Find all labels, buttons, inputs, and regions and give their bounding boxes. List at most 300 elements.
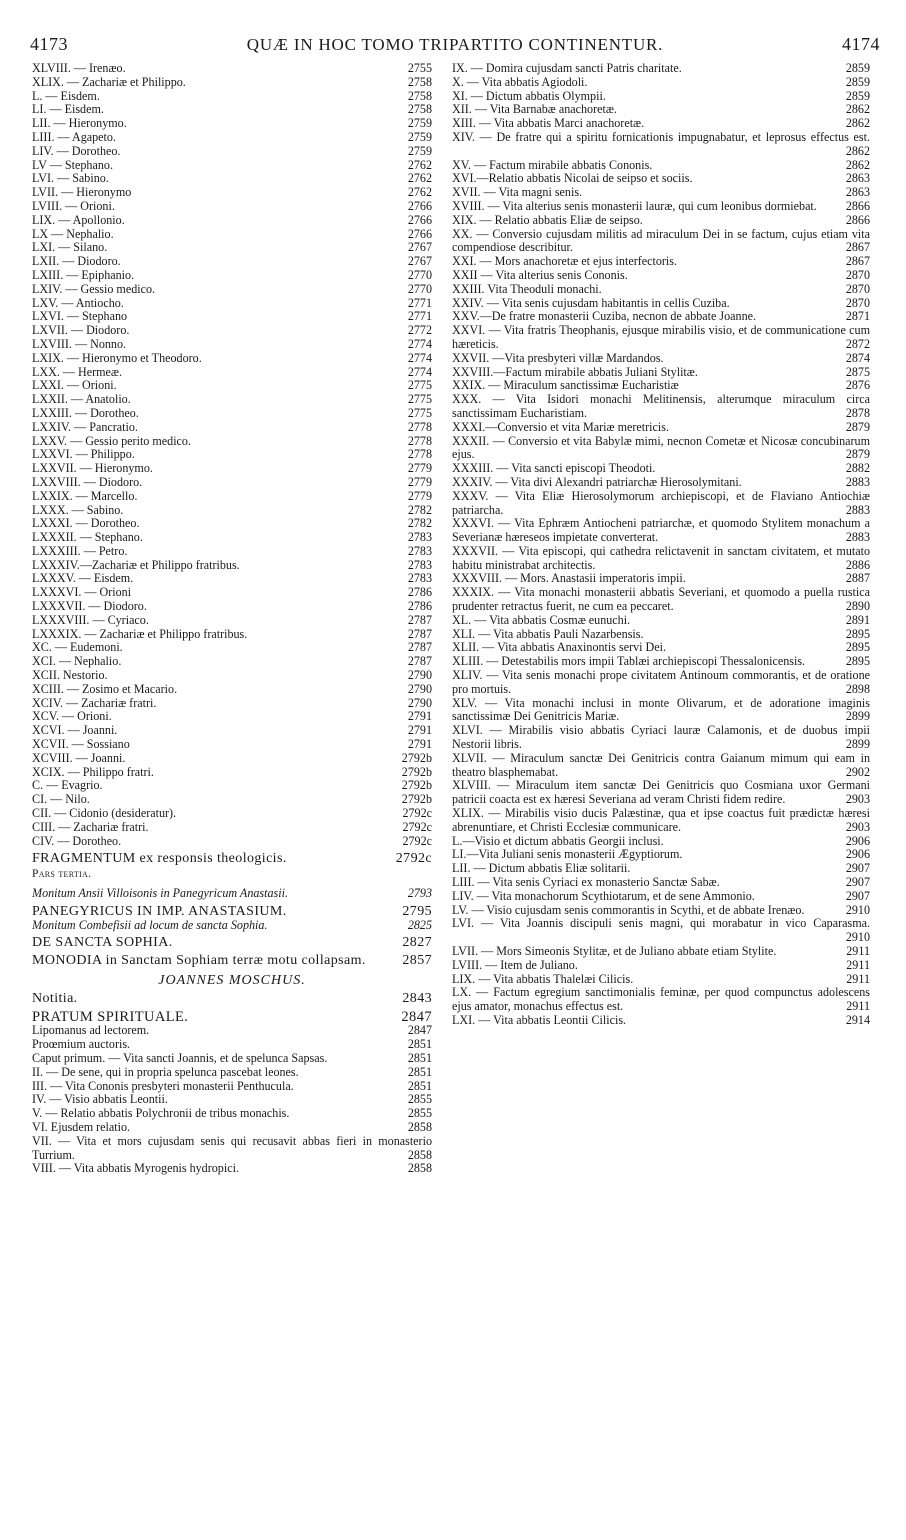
toc-entry-title: Lipomanus ad lectorem. <box>32 1024 150 1038</box>
toc-entry <box>452 255 870 269</box>
toc-entry <box>32 186 432 200</box>
toc-entry-column-number: 2911 <box>846 999 870 1014</box>
toc-entry <box>32 62 432 76</box>
toc-entry <box>32 641 432 655</box>
toc-entry <box>452 131 870 159</box>
toc-entry-column-number: 2870 <box>845 295 870 310</box>
toc-entry-column-number: 2906 <box>845 834 870 848</box>
toc-entry <box>452 159 870 173</box>
toc-entry-column-number: 2783 <box>407 558 432 572</box>
toc-entry <box>452 393 870 421</box>
section-title: JOANNES MOSCHUS. <box>158 973 306 988</box>
toc-entry-column-number: 2862 <box>845 158 870 172</box>
toc-entry <box>32 887 432 901</box>
toc-entry-title: XXXIII. — Vita sancti episcopi Theodoti. <box>452 462 656 476</box>
toc-entry-column-number: 2771 <box>407 310 432 324</box>
toc-entry-column-number: 2786 <box>407 600 432 614</box>
toc-entry-column-number: 2859 <box>845 89 870 103</box>
toc-entry-column-number: 2779 <box>407 462 432 476</box>
toc-entry-column-number: 2906 <box>845 848 870 862</box>
toc-entry-title: LXXXII. — Stephano. <box>32 531 143 545</box>
toc-entry <box>32 145 432 159</box>
toc-entry-title: XXXV. — Vita Eliæ Hierosolymorum archiepiscopi, et de Flaviano Antiochiæ patriarcha. <box>452 488 870 517</box>
toc-entry-title: LXXI. — Orioni. <box>32 379 117 393</box>
toc-entry <box>452 959 870 973</box>
toc-entry-title: LXXII. — Anatolio. <box>32 393 131 407</box>
toc-entry <box>32 752 432 766</box>
toc-entry-title: LI. — Eisdem. <box>32 103 104 117</box>
toc-entry-column-number: 2871 <box>845 309 870 324</box>
toc-entry-title: XXXI.—Conversio et vita Mariæ meretricis. <box>452 420 669 434</box>
toc-entry <box>452 545 870 573</box>
toc-entry-title: XXIII. Vita Theoduli monachi. <box>452 282 602 296</box>
toc-entry-column-number: 2843 <box>402 991 432 1006</box>
toc-entry <box>32 600 432 614</box>
toc-entry-column-number: 2827 <box>402 936 432 951</box>
toc-entry <box>452 572 870 586</box>
toc-entry-column-number: 2766 <box>407 213 432 227</box>
toc-entry-column-number: 2907 <box>845 876 870 890</box>
toc-entry-column-number: 2855 <box>407 1107 432 1121</box>
toc-entry <box>452 421 870 435</box>
toc-entry <box>32 297 432 311</box>
toc-entry-column-number: 2879 <box>845 447 870 462</box>
toc-entry <box>32 724 432 738</box>
toc-entry-column-number: 2770 <box>407 282 432 296</box>
toc-entry <box>452 917 870 945</box>
toc-entry-title: XII. — Vita Barnabæ anachoretæ. <box>452 103 617 117</box>
toc-entry <box>32 628 432 642</box>
toc-entry <box>32 159 432 173</box>
toc-entry-title: Monitum Combefisii ad locum de sancta Sophia. <box>32 918 268 932</box>
toc-entry-column-number: 2792c <box>402 834 432 848</box>
toc-entry-title: LXXXVI. — Orioni <box>32 586 132 600</box>
toc-entry <box>32 490 432 504</box>
toc-entry-title: XVI.—Relatio abbatis Nicolai de seipso et sociis. <box>452 172 693 186</box>
toc-entry-column-number: 2775 <box>407 393 432 407</box>
toc-entry <box>32 103 432 117</box>
toc-entry <box>32 1052 432 1066</box>
toc-entry-title: XCIX. — Philippo fratri. <box>32 765 154 779</box>
toc-entry-column-number: 2858 <box>407 1162 432 1176</box>
toc-entry <box>32 905 432 919</box>
toc-entry-title: XL. — Vita abbatis Cosmæ eunuchi. <box>452 613 631 627</box>
toc-entry-column-number: 2872 <box>845 336 870 351</box>
toc-entry-title: XCI. — Nephalio. <box>32 655 122 669</box>
toc-entry <box>452 186 870 200</box>
toc-entry-title: XLIX. — Mirabilis visio ducis Palæstinæ, qua et ipse coactus fuit prædictæ hæresi abrenuntiare, et Christi Ecclesiæ communicare. <box>452 806 870 834</box>
toc-entry-column-number: 2762 <box>407 158 432 172</box>
toc-entry-title: CIV. — Dorotheo. <box>32 834 122 848</box>
toc-entry <box>32 435 432 449</box>
toc-entry-title: XCIV. — Zachariæ fratri. <box>32 696 157 710</box>
toc-entry <box>452 724 870 752</box>
toc-entry <box>452 310 870 324</box>
toc-entry-title: LIII. — Agapeto. <box>32 130 116 144</box>
toc-entry-column-number: 2759 <box>407 117 432 131</box>
toc-entry-column-number: 2779 <box>407 489 432 503</box>
toc-entry-title: PANEGYRICUS IN IMP. ANASTASIUM. <box>32 904 287 919</box>
toc-entry-title: V. — Relatio abbatis Polychronii de tribus monachis. <box>32 1107 290 1121</box>
toc-entry-title: LXVII. — Diodoro. <box>32 324 130 338</box>
toc-entry-column-number: 2792b <box>401 793 432 807</box>
toc-entry-column-number: 2847 <box>401 1010 432 1025</box>
toc-entry-title: LV. — Visio cujusdam senis commorantis in Scythi, et de abbate Irenæo. <box>452 902 805 917</box>
toc-entry <box>32 793 432 807</box>
toc-entry-column-number: 2758 <box>407 75 432 89</box>
toc-entry-title: LI.—Vita Juliani senis monasterii Ægyptiorum. <box>452 848 683 862</box>
toc-entry-column-number: 2899 <box>845 709 870 724</box>
toc-entry-column-number: 2907 <box>845 888 870 903</box>
toc-entry-title: XLVII. — Miraculum sanctæ Dei Genitricis contra Gaianum mimum qui eam in theatro blasphemabat. <box>452 750 870 779</box>
toc-entry-column-number: 2766 <box>407 199 432 213</box>
toc-entry <box>452 490 870 518</box>
toc-entry-column-number: 2911 <box>846 944 870 958</box>
toc-entry-column-number: 2895 <box>845 654 870 669</box>
toc-entry <box>452 90 870 104</box>
toc-entry <box>32 172 432 186</box>
toc-entry <box>452 214 870 228</box>
toc-entry-column-number: 2887 <box>845 572 870 586</box>
toc-entry-title: LXXIX. — Marcello. <box>32 489 138 503</box>
toc-entry-title: LIV. — Dorotheo. <box>32 144 121 158</box>
toc-entry <box>32 1162 432 1176</box>
toc-entry-title: XLII. — Vita abbatis Anaxinontis servi Dei. <box>452 641 667 655</box>
toc-entry-column-number: 2783 <box>407 544 432 558</box>
toc-entry <box>32 1011 432 1025</box>
toc-entry-title: Proœmium auctoris. <box>32 1038 131 1052</box>
toc-entry-column-number: 2767 <box>407 241 432 255</box>
toc-entry <box>32 1038 432 1052</box>
running-title: QUÆ IN HOC TOMO TRIPARTITO CONTINENTUR. <box>246 35 664 54</box>
toc-entry-title: LXXVIII. — Diodoro. <box>32 475 143 489</box>
toc-entry-column-number: 2762 <box>407 186 432 200</box>
toc-entry-title: LXXIV. — Pancratio. <box>32 420 138 434</box>
toc-entry-title: LXVI. — Stephano <box>32 310 128 324</box>
toc-entry-column-number: 2790 <box>407 696 432 710</box>
toc-entry <box>452 352 870 366</box>
part-label: Pars tertia. <box>32 868 92 881</box>
toc-entry-title: XLIV. — Vita senis monachi prope civitatem Antinoum commorantis, et de oratione pro mortuis. <box>452 668 870 696</box>
toc-entry-column-number: 2862 <box>845 103 870 117</box>
toc-entry-column-number: 2791 <box>407 738 432 752</box>
toc-entry-title: LXXXI. — Dorotheo. <box>32 517 140 531</box>
toc-entry <box>452 517 870 545</box>
toc-entry-title: Monitum Ansii Villoisonis in Panegyricum Anastasii. <box>32 886 288 901</box>
toc-entry-title: DE SANCTA SOPHIA. <box>32 936 173 951</box>
toc-entry-column-number: 2890 <box>845 599 870 614</box>
toc-entry <box>452 379 870 393</box>
toc-entry <box>32 255 432 269</box>
toc-entry-title: XXXIV. — Vita divi Alexandri patriarchæ Hierosolymitani. <box>452 474 742 489</box>
toc-entry <box>32 131 432 145</box>
toc-entry-column-number: 2851 <box>407 1064 432 1079</box>
toc-entry-column-number: 2910 <box>845 902 870 917</box>
toc-entry-column-number: 2791 <box>407 710 432 724</box>
toc-entry-column-number: 2903 <box>845 819 870 834</box>
toc-entry-title: LIV. — Vita monachorum Scythiotarum, et de sene Ammonio. <box>452 888 755 903</box>
toc-entry-column-number: 2895 <box>845 627 870 641</box>
toc-entry-title: LVI. — Vita Joannis discipuli senis magni, qui morabatur in vico Caparasma. <box>452 916 870 931</box>
toc-entry-title: L. — Eisdem. <box>32 89 100 103</box>
toc-entry-title: XIX. — Relatio abbatis Eliæ de seipso. <box>452 213 643 227</box>
toc-entry <box>32 76 432 90</box>
toc-entry-title: CI. — Nilo. <box>32 793 90 807</box>
toc-entry-title: LIII. — Vita senis Cyriaci ex monasterio Sanctæ Sabæ. <box>452 876 720 890</box>
toc-entry-column-number: 2755 <box>407 62 432 75</box>
toc-entry-column-number: 2911 <box>846 958 870 972</box>
toc-entry <box>452 628 870 642</box>
toc-entry <box>32 586 432 600</box>
toc-entry-column-number: 2783 <box>407 572 432 586</box>
toc-entry-column-number: 2758 <box>407 89 432 103</box>
toc-entry <box>32 90 432 104</box>
toc-entry-title: LXIX. — Hieronymo et Theodoro. <box>32 351 202 365</box>
toc-entry-column-number: 2883 <box>845 474 870 489</box>
toc-entry <box>452 324 870 352</box>
toc-entry-column-number: 2886 <box>845 557 870 572</box>
toc-entry-column-number: 2914 <box>845 1013 870 1027</box>
toc-entry-title: XLVI. — Mirabilis visio abbatis Cyriaci lauræ Calamonis, et de duobus impii Nestorii libris. <box>452 723 870 752</box>
toc-entry-column-number: 2866 <box>845 198 870 213</box>
toc-entry-title: XLVIII. — Miraculum item sanctæ Dei Genitricis quo Cosmiana uxor Germani patricii coacta est ex hæresi Severiana ad veram Christi fidem redire. <box>452 778 870 807</box>
toc-entry-column-number: 2863 <box>845 186 870 200</box>
toc-entry-title: XCVI. — Joanni. <box>32 724 118 738</box>
toc-entry <box>32 379 432 393</box>
toc-entry-column-number: 2759 <box>407 130 432 144</box>
toc-entry-title: LXXXV. — Eisdem. <box>32 572 134 586</box>
left-column <box>32 62 432 1176</box>
toc-entry-column-number: 2859 <box>845 62 870 75</box>
toc-entry <box>32 779 432 793</box>
toc-entry <box>452 269 870 283</box>
toc-entry-title: LXX. — Hermeæ. <box>32 365 123 379</box>
toc-entry-column-number: 2907 <box>845 862 870 876</box>
toc-entry-title: XXVI. — Vita fratris Theophanis, ejusque mirabilis visio, et de communicatione cum hæreticis. <box>452 323 870 351</box>
toc-entry-column-number: 2793 <box>407 886 432 901</box>
toc-entry <box>32 200 432 214</box>
toc-entry-title: XCVII. — Sossiano <box>32 738 130 752</box>
toc-entry-title: XXXVII. — Vita episcopi, qui cathedra relictavenit in sanctam civitatem, et mutato habitu ministrabat architectis. <box>452 543 870 572</box>
toc-entry-column-number: 2866 <box>845 213 870 227</box>
toc-entry-title: XLV. — Vita monachi inclusi in monte Olivarum, et de adoratione imaginis sanctissimæ Dei Genitricis Mariæ. <box>452 695 870 724</box>
toc-entry-column-number: 2790 <box>407 682 432 696</box>
toc-entry <box>32 919 432 933</box>
toc-entry <box>452 890 870 904</box>
toc-entry-title: XXX. — Vita Isidori monachi Melitinensis, alterumque miraculum circa sanctissimam Eucharistiam. <box>452 392 870 420</box>
toc-entry-column-number: 2851 <box>407 1050 432 1065</box>
toc-entry <box>32 669 432 683</box>
toc-entry-column-number: 2792c <box>402 820 432 834</box>
toc-entry-title: XI. — Dictum abbatis Olympii. <box>452 89 606 103</box>
toc-entry-column-number: 2876 <box>845 379 870 393</box>
toc-entry-title: C. — Evagrio. <box>32 779 103 793</box>
toc-entry-column-number: 2778 <box>407 448 432 462</box>
toc-entry <box>32 283 432 297</box>
toc-entry-column-number: 2783 <box>407 531 432 545</box>
toc-entry <box>32 1093 432 1107</box>
toc-entry-column-number: 2766 <box>407 227 432 241</box>
toc-entry-title: LXXXIII. — Petro. <box>32 544 128 558</box>
toc-entry-title: PRATUM SPIRITUALE. <box>32 1010 189 1025</box>
toc-entry <box>452 697 870 725</box>
toc-entry-column-number: 2758 <box>407 103 432 117</box>
toc-entry-title: XLI. — Vita abbatis Pauli Nazarbensis. <box>452 627 644 641</box>
toc-entry <box>452 669 870 697</box>
toc-entry-column-number: 2787 <box>407 641 432 655</box>
toc-entry-title: LII. — Hieronymo. <box>32 117 127 131</box>
toc-entry-column-number: 2863 <box>845 172 870 186</box>
toc-entry-title: IV. — Visio abbatis Leontii. <box>32 1093 168 1107</box>
toc-entry-title: XXXIX. — Vita monachi monasterii abbatis Severiani, et quomodo a puella rustica prudenter retractus fuerit, ne cum ea peccaret. <box>452 585 870 614</box>
toc-entry-title: X. — Vita abbatis Agiodoli. <box>452 75 588 89</box>
toc-entry-column-number: 2902 <box>845 764 870 779</box>
toc-entry <box>32 393 432 407</box>
toc-entry-title: Notitia. <box>32 991 78 1006</box>
toc-entry-column-number: 2882 <box>845 462 870 476</box>
toc-entry-column-number: 2899 <box>845 737 870 752</box>
toc-entry <box>32 572 432 586</box>
toc-entry <box>32 835 432 849</box>
toc-entry <box>452 641 870 655</box>
toc-entry-column-number: 2774 <box>407 365 432 379</box>
toc-entry <box>452 228 870 256</box>
toc-entry <box>452 297 870 311</box>
toc-entry-title: XLVIII. — Irenæo. <box>32 62 126 75</box>
toc-entry-column-number: 2857 <box>402 953 432 969</box>
toc-entry-column-number: 2825 <box>407 918 432 932</box>
toc-entry-title: LVI. — Sabino. <box>32 172 109 186</box>
toc-entry <box>452 435 870 463</box>
toc-entry-title: XXV.—De fratre monasterii Cuziba, necnon de abbate Joanne. <box>452 309 757 324</box>
toc-entry <box>452 366 870 380</box>
toc-entry <box>452 973 870 987</box>
toc-entry-title: LXII. — Diodoro. <box>32 255 121 269</box>
toc-entry-column-number: 2851 <box>407 1038 432 1052</box>
toc-entry-column-number: 2792c <box>402 807 432 821</box>
toc-entry-title: LXXVII. — Hieronymo. <box>32 462 153 476</box>
toc-entry-column-number: 2891 <box>845 613 870 627</box>
toc-entry-column-number: 2858 <box>407 1120 432 1134</box>
toc-entry <box>32 366 432 380</box>
toc-entry <box>452 200 870 214</box>
toc-entry-column-number: 2898 <box>845 681 870 696</box>
toc-entry <box>32 117 432 131</box>
page-number-right: 4174 <box>841 34 880 54</box>
toc-entry <box>452 117 870 131</box>
toc-entry-column-number: 2847 <box>407 1024 432 1038</box>
toc-entry-title: XXXII. — Conversio et vita Babylæ mimi, necnon Cometæ et Nicosæ concubinarum ejus. <box>452 433 870 462</box>
toc-entry <box>32 1080 432 1094</box>
toc-entry-column-number: 2792b <box>401 779 432 793</box>
toc-entry-title: LXXXVII. — Diodoro. <box>32 600 147 614</box>
toc-entry-title: II. — De sene, qui in propria spelunca pascebat leones. <box>32 1064 299 1079</box>
toc-entry-title: XXXVIII. — Mors. Anastasii imperatoris impii. <box>452 572 686 586</box>
toc-entry-column-number: 2787 <box>407 627 432 641</box>
toc-entry-title: LXI. — Vita abbatis Leontii Cilicis. <box>452 1013 627 1027</box>
toc-entry-title: XXIV. — Vita senis cujusdam habitantis in cellis Cuziba. <box>452 295 730 310</box>
toc-entry-title: LXXXIV.—Zachariæ et Philippo fratribus. <box>32 558 240 572</box>
toc-entry <box>452 876 870 890</box>
toc-entry-column-number: 2874 <box>845 351 870 365</box>
toc-entry <box>32 992 432 1006</box>
toc-entry-title: LXIV. — Gessio medico. <box>32 282 156 296</box>
toc-entry-title: FRAGMENTUM ex responsis theologicis. <box>32 852 287 867</box>
toc-entry <box>452 904 870 918</box>
toc-entry <box>452 807 870 835</box>
toc-entry-title: CIII. — Zachariæ fratri. <box>32 820 149 834</box>
toc-entry-title: IX. — Domira cujusdam sancti Patris charitate. <box>452 62 682 75</box>
toc-entry <box>452 655 870 669</box>
toc-entry <box>32 559 432 573</box>
toc-entry-column-number: 2883 <box>845 502 870 517</box>
toc-entry-title: LXV. — Antiocho. <box>32 296 124 310</box>
toc-entry-column-number: 2782 <box>407 517 432 531</box>
toc-entry-column-number: 2771 <box>407 296 432 310</box>
toc-entry-title: XV. — Factum mirabile abbatis Cononis. <box>452 158 653 172</box>
toc-entry-column-number: 2778 <box>407 434 432 448</box>
toc-entry <box>32 228 432 242</box>
toc-entry-title: LXIII. — Epiphanio. <box>32 268 135 282</box>
toc-entry <box>32 310 432 324</box>
toc-entry <box>32 407 432 421</box>
toc-entry-column-number: 2859 <box>845 75 870 89</box>
toc-entry-column-number: 2895 <box>845 641 870 655</box>
toc-entry <box>32 421 432 435</box>
toc-entry-title: XXXVI. — Vita Ephræm Antiocheni patriarchæ, et quomodo Stylitem monachum a Severianæ hæreseos impietate converterat. <box>452 516 870 545</box>
toc-entry-title: XVII. — Vita magni senis. <box>452 186 583 200</box>
toc-entry-title: LXXV. — Gessio perito medico. <box>32 434 191 448</box>
toc-entry-column-number: 2782 <box>407 503 432 517</box>
toc-entry-title: XVIII. — Vita alterius senis monasterii lauræ, qui cum leonibus dormiebat. <box>452 198 817 213</box>
toc-entry-title: XCVIII. — Joanni. <box>32 751 126 765</box>
toc-entry-title: Caput primum. — Vita sancti Joannis, et de spelunca Sapsas. <box>32 1050 328 1065</box>
toc-entry-column-number: 2870 <box>845 282 870 296</box>
toc-entry-title: LXXIII. — Dorotheo. <box>32 406 139 420</box>
toc-entry-column-number: 2867 <box>845 255 870 269</box>
toc-entry <box>32 324 432 338</box>
toc-entry-title: XXVIII.—Factum mirabile abbatis Juliani Stylitæ. <box>452 365 698 379</box>
toc-entry-column-number: 2858 <box>407 1147 432 1162</box>
toc-entry <box>32 852 432 866</box>
toc-entry <box>32 697 432 711</box>
toc-entry-title: XC. — Eudemoni. <box>32 641 123 655</box>
toc-entry-title: XXVII. —Vita presbyteri villæ Mardandos. <box>452 351 664 365</box>
toc-entry <box>32 269 432 283</box>
toc-entry <box>452 848 870 862</box>
toc-entry-title: LX — Nephalio. <box>32 227 114 241</box>
toc-entry-column-number: 2862 <box>845 143 870 158</box>
toc-entry <box>32 531 432 545</box>
toc-entry <box>452 752 870 780</box>
toc-entry-title: XCIII. — Zosimo et Macario. <box>32 682 178 696</box>
toc-entry <box>32 517 432 531</box>
toc-entry <box>32 476 432 490</box>
toc-entry-column-number: 2759 <box>407 144 432 158</box>
toc-entry-title: VIII. — Vita abbatis Myrogenis hydropici. <box>32 1162 239 1176</box>
toc-entry-column-number: 2855 <box>407 1093 432 1107</box>
toc-entry <box>32 655 432 669</box>
toc-entry <box>32 241 432 255</box>
toc-entry-title: LXI. — Silano. <box>32 241 108 255</box>
toc-entry-title: LVII. — Mors Simeonis Stylitæ, et de Juliano abbate etiam Stylite. <box>452 944 777 958</box>
toc-entry <box>32 738 432 752</box>
toc-entry <box>32 338 432 352</box>
toc-entry-column-number: 2778 <box>407 420 432 434</box>
toc-entry <box>452 614 870 628</box>
toc-entry-title: XLIX. — Zachariæ et Philippo. <box>32 75 186 89</box>
toc-entry-column-number: 2770 <box>407 268 432 282</box>
